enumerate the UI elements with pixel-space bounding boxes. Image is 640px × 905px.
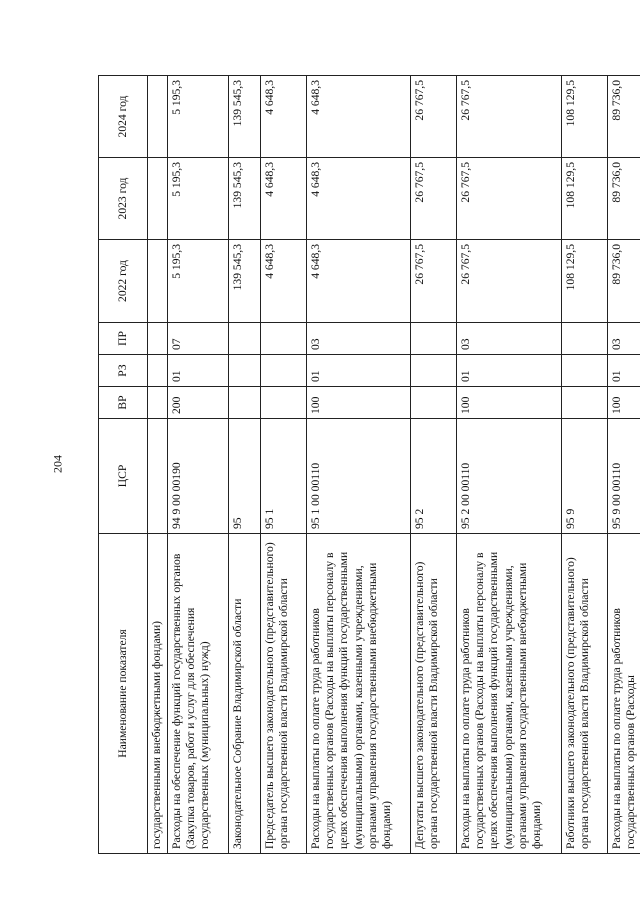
- table-row: [457, 76, 562, 854]
- row-name: Председатель высшего законодательного (представительного) органа государственной власти Владимирской области: [261, 534, 307, 854]
- table-row: [411, 76, 457, 854]
- row-name: государственными внебюджетными фондами): [148, 534, 168, 854]
- row-pr: 03: [307, 323, 411, 355]
- table-row: [148, 76, 168, 854]
- row-2022: 26 767,5: [457, 240, 562, 323]
- row-2022: 89 736,0: [608, 240, 640, 323]
- row-2024: 4 648,3: [307, 76, 411, 158]
- row-name: Расходы на обеспечение функций государственных органов (Закупка товаров, работ и услуг для обеспечения государственных (муниципальных) нужд): [168, 534, 229, 854]
- header-2024: 2024 год: [99, 76, 148, 158]
- header-2022: 2022 год: [99, 240, 148, 323]
- row-pr: 07: [168, 323, 229, 355]
- row-2023: 4 648,3: [261, 158, 307, 240]
- row-vr: [229, 387, 261, 419]
- row-pr: 03: [608, 323, 640, 355]
- page-number-text: 204: [50, 455, 65, 473]
- header-pr: ПР: [99, 323, 148, 355]
- header-name: Наименование показателя: [99, 534, 148, 854]
- row-2023: [148, 158, 168, 240]
- budget-table-container: [98, 76, 640, 854]
- row-2024: 108 129,5: [562, 76, 608, 158]
- row-2024: 26 767,5: [457, 76, 562, 158]
- row-pr: [229, 323, 261, 355]
- row-2022: 4 648,3: [261, 240, 307, 323]
- row-csr: 95 2 00 00110: [457, 419, 562, 534]
- row-rz: 01: [168, 355, 229, 387]
- row-vr: 200: [168, 387, 229, 419]
- row-2023: 5 195,3: [168, 158, 229, 240]
- row-vr: [261, 387, 307, 419]
- row-2023: 89 736,0: [608, 158, 640, 240]
- row-csr: 95 9: [562, 419, 608, 534]
- row-rz: [229, 355, 261, 387]
- row-rz: [411, 355, 457, 387]
- row-2024: 4 648,3: [261, 76, 307, 158]
- row-pr: 03: [457, 323, 562, 355]
- row-2024: 89 736,0: [608, 76, 640, 158]
- header-csr: ЦСР: [99, 419, 148, 534]
- row-vr: 100: [608, 387, 640, 419]
- row-csr: [148, 419, 168, 534]
- row-rz: 01: [608, 355, 640, 387]
- row-pr: [148, 323, 168, 355]
- row-rz: 01: [457, 355, 562, 387]
- table-row: [307, 76, 411, 854]
- header-vr: ВР: [99, 387, 148, 419]
- header-rz: РЗ: [99, 355, 148, 387]
- row-pr: [261, 323, 307, 355]
- row-vr: [411, 387, 457, 419]
- row-2022: 26 767,5: [411, 240, 457, 323]
- row-vr: 100: [307, 387, 411, 419]
- row-csr: 95: [229, 419, 261, 534]
- row-2024: [148, 76, 168, 158]
- row-pr: [411, 323, 457, 355]
- row-2023: 108 129,5: [562, 158, 608, 240]
- row-2023: 4 648,3: [307, 158, 411, 240]
- row-rz: [148, 355, 168, 387]
- row-name: Расходы на выплаты по оплате труда работников государственных органов (Расходы на выплаты персоналу в целях обеспечения выполнения функций государственными (муниципальными) органами, казенными учреждениями, органами управления государственными внебюджетными фондами): [457, 534, 562, 854]
- row-vr: 100: [457, 387, 562, 419]
- table-row: [229, 76, 261, 854]
- table-row: [608, 76, 640, 854]
- budget-table: [98, 75, 640, 854]
- row-csr: 95 1 00 00110: [307, 419, 411, 534]
- row-2022: 4 648,3: [307, 240, 411, 323]
- row-name: Работники высшего законодательного (представительного) органа государственной власти Владимирской области: [562, 534, 608, 854]
- row-2024: 26 767,5: [411, 76, 457, 158]
- row-vr: [562, 387, 608, 419]
- row-2023: 26 767,5: [411, 158, 457, 240]
- row-2024: 139 545,3: [229, 76, 261, 158]
- row-vr: [148, 387, 168, 419]
- row-csr: 94 9 00 00190: [168, 419, 229, 534]
- row-rz: [261, 355, 307, 387]
- row-pr: [562, 323, 608, 355]
- row-2022: 108 129,5: [562, 240, 608, 323]
- row-2022: 139 545,3: [229, 240, 261, 323]
- row-rz: [562, 355, 608, 387]
- row-2023: 139 545,3: [229, 158, 261, 240]
- row-name: Законодательное Собрание Владимирской области: [229, 534, 261, 854]
- row-2022: 5 195,3: [168, 240, 229, 323]
- header-2023: 2023 год: [99, 158, 148, 240]
- row-name: Расходы на выплаты по оплате труда работников государственных органов (Расходы на выплаты персоналу в целях обеспечения выполнения функций государственными (муниципальными) органами, казенными учреждениями, органами управления государственными внебюджетными фондами): [307, 534, 411, 854]
- row-name: Депутаты высшего законодательного (представительного) органа государственной власти Владимирской области: [411, 534, 457, 854]
- page-number: [48, 454, 68, 474]
- table-row: [562, 76, 608, 854]
- table-row: [261, 76, 307, 854]
- row-rz: 01: [307, 355, 411, 387]
- row-2024: 5 195,3: [168, 76, 229, 158]
- row-csr: 95 2: [411, 419, 457, 534]
- row-2023: 26 767,5: [457, 158, 562, 240]
- row-csr: 95 1: [261, 419, 307, 534]
- row-name: Расходы на выплаты по оплате труда работников государственных органов (Расходы: [608, 534, 640, 854]
- row-2022: [148, 240, 168, 323]
- row-csr: 95 9 00 00110: [608, 419, 640, 534]
- table-row: [168, 76, 229, 854]
- table-header-row: [99, 76, 148, 854]
